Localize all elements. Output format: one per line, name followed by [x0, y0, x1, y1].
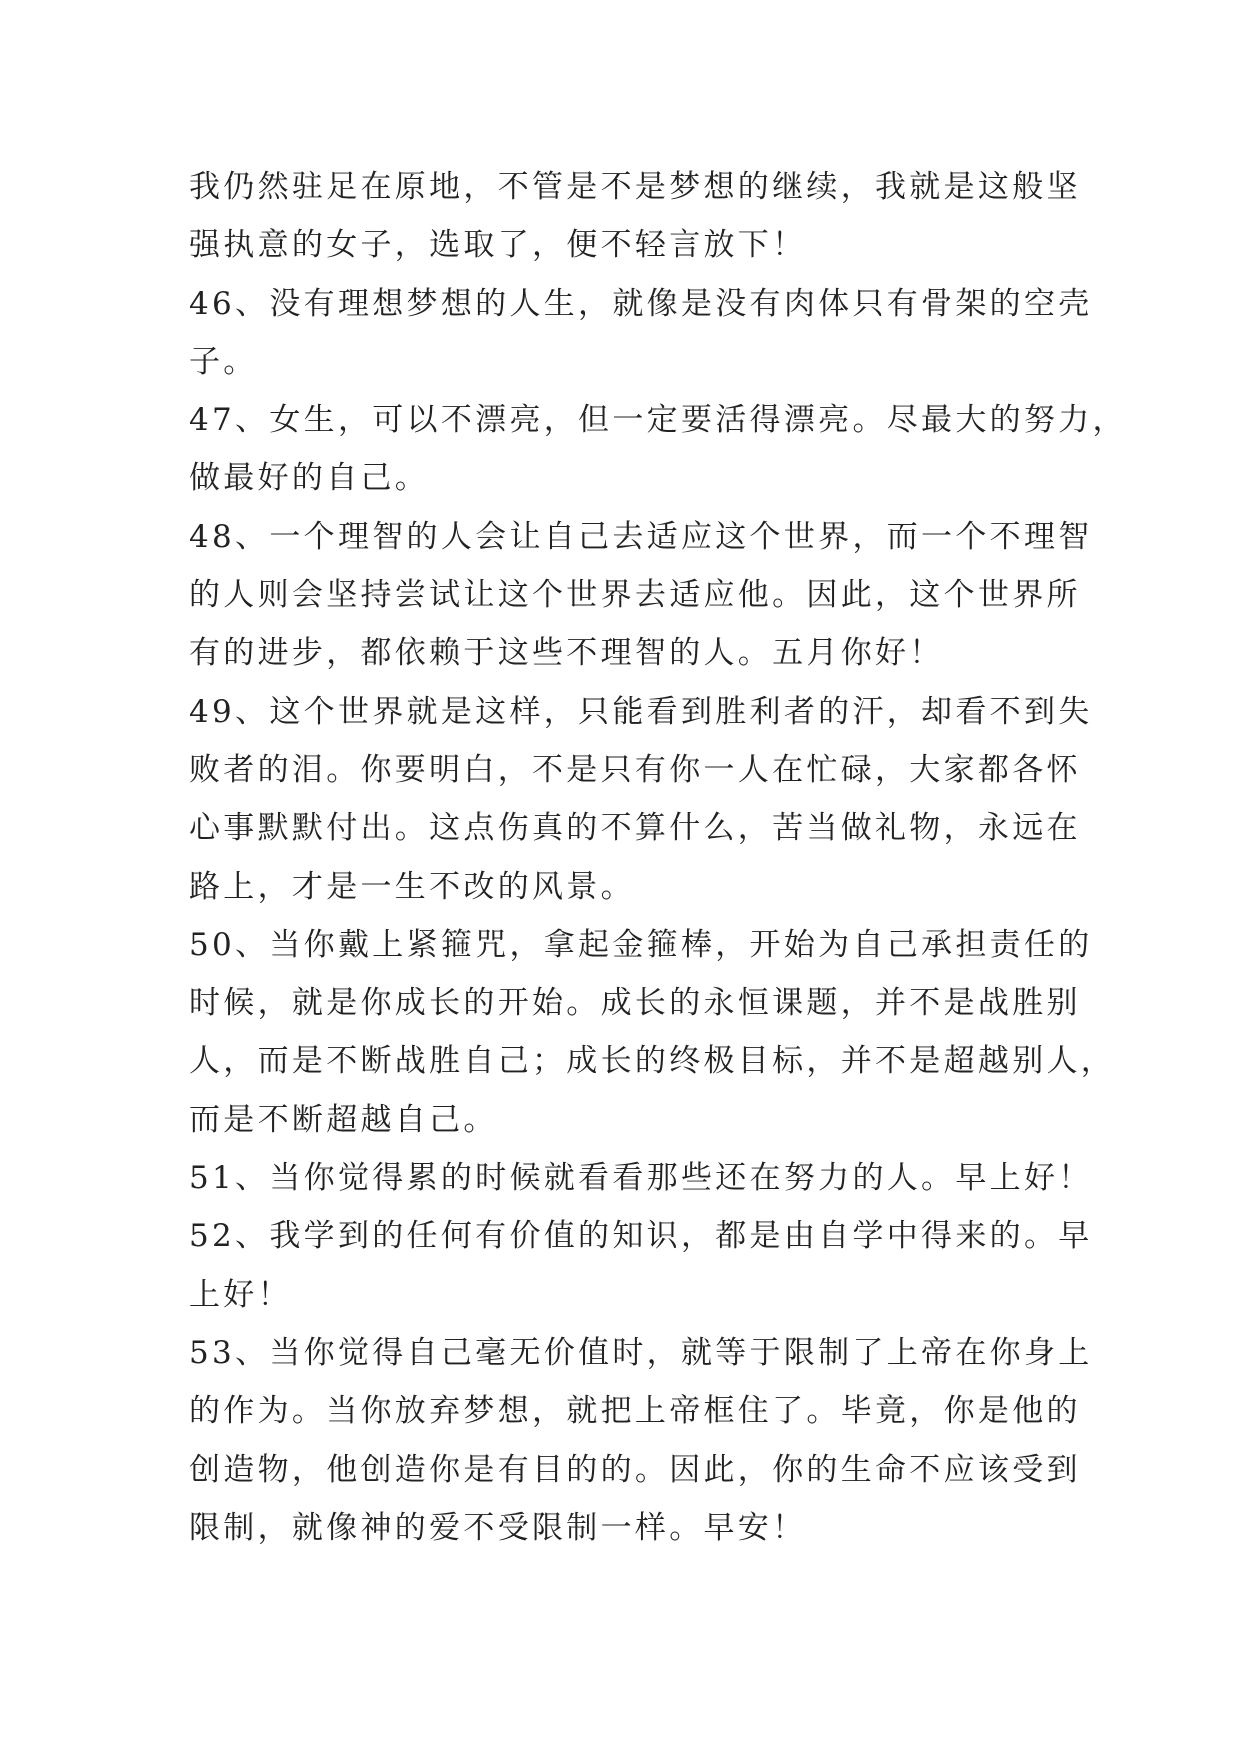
- text-line: 51、当你觉得累的时候就看看那些还在努力的人。早上好！: [189, 1160, 1093, 1197]
- text-line: 的人则会坚持尝试让这个世界去适应他。因此，这个世界所: [189, 577, 1081, 614]
- body-text: [189, 158, 1127, 1557]
- text-line: 败者的泪。你要明白，不是只有你一人在忙碌，大家都各怀: [189, 751, 1081, 788]
- text-line: 限制，就像神的爱不受限制一样。早安！: [189, 1509, 807, 1546]
- text-line: 上好！: [189, 1276, 292, 1313]
- text-line: 强执意的女子，选取了，便不轻言放下！: [189, 227, 807, 264]
- text-line: 47、女生，可以不漂亮，但一定要活得漂亮。尽最大的努力，: [189, 402, 1127, 439]
- text-line: 子。: [189, 343, 258, 380]
- text-line: 路上，才是一生不改的风景。: [189, 868, 635, 905]
- text-line: 49、这个世界就是这样，只能看到胜利者的汗，却看不到失: [189, 693, 1093, 730]
- text-line: 做最好的自己。: [189, 460, 430, 497]
- text-line: 心事默默付出。这点伤真的不算什么，苦当做礼物，永远在: [189, 810, 1081, 847]
- text-line: 52、我学到的任何有价值的知识，都是由自学中得来的。早: [189, 1218, 1093, 1255]
- text-line: 时候，就是你成长的开始。成长的永恒课题，并不是战胜别: [189, 985, 1081, 1022]
- text-line: 的作为。当你放弃梦想，就把上帝框住了。毕竟，你是他的: [189, 1393, 1081, 1430]
- text-line: 50、当你戴上紧箍咒，拿起金箍棒，开始为自己承担责任的: [189, 926, 1093, 963]
- text-line: 46、没有理想梦想的人生，就像是没有肉体只有骨架的空壳: [189, 285, 1093, 322]
- text-line: 人，而是不断战胜自己；成长的终极目标，并不是超越别人，: [189, 1043, 1116, 1080]
- text-line: 而是不断超越自己。: [189, 1101, 498, 1138]
- text-line: 有的进步，都依赖于这些不理智的人。五月你好！: [189, 635, 944, 672]
- text-line: 48、一个理智的人会让自己去适应这个世界，而一个不理智: [189, 518, 1093, 555]
- text-line: 53、当你觉得自己毫无价值时，就等于限制了上帝在你身上: [189, 1334, 1093, 1371]
- text-line: 我仍然驻足在原地，不管是不是梦想的继续，我就是这般坚: [189, 169, 1081, 205]
- text-line: 创造物，他创造你是有目的的。因此，你的生命不应该受到: [189, 1451, 1081, 1488]
